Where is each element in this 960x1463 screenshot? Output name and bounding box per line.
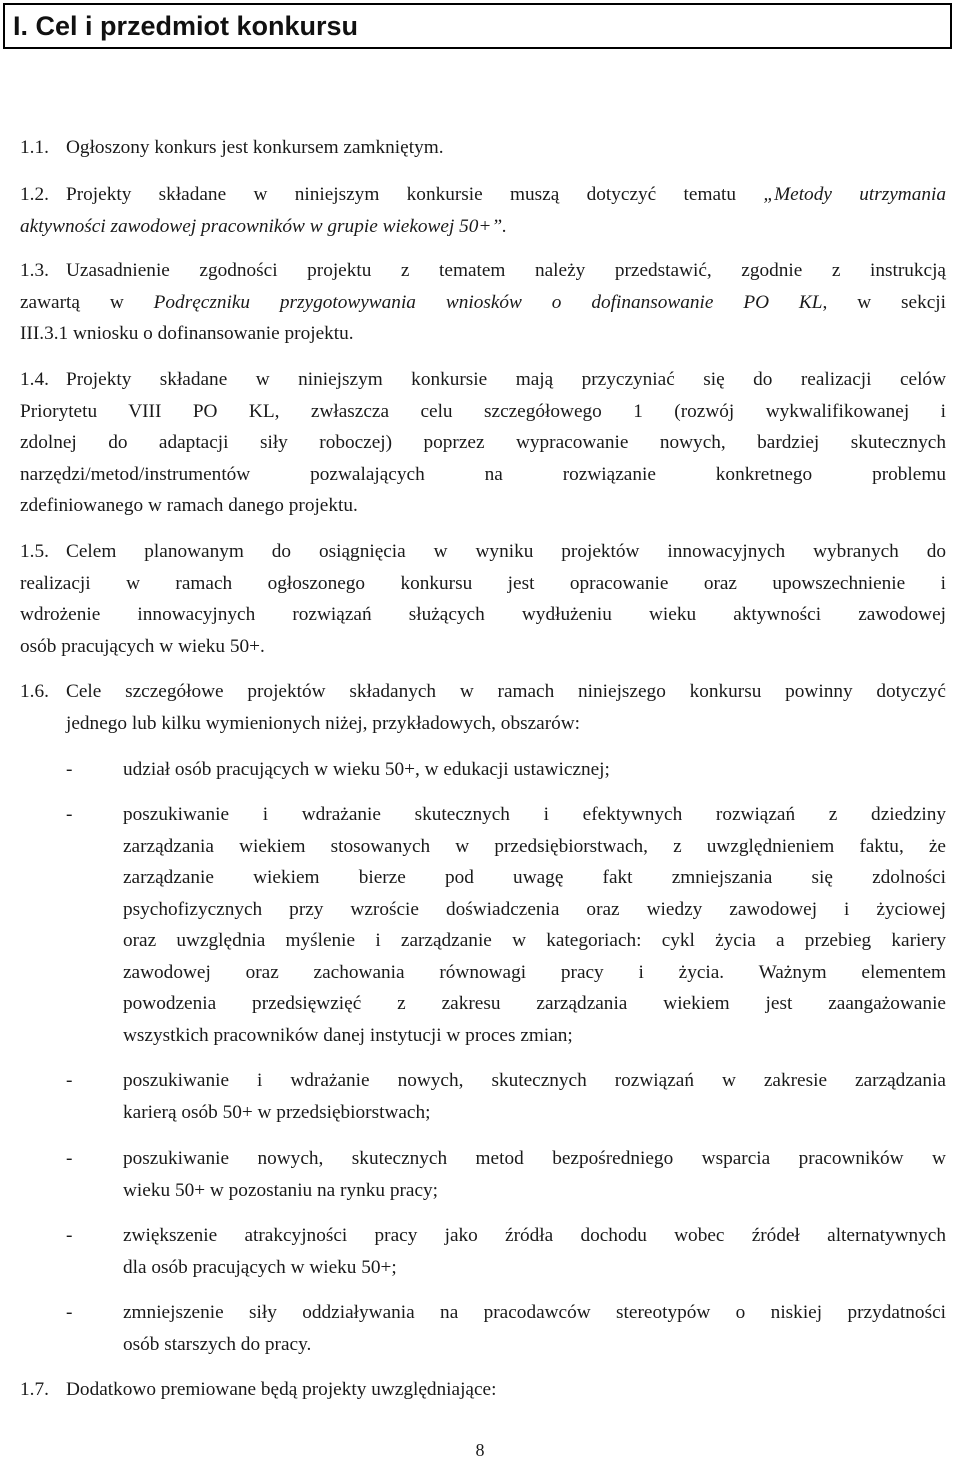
list-line: powodzenia przedsięwzięć z zakresu zarządzania wiekiem jest zaangażowanie (123, 993, 946, 1014)
paragraph-number: 1.5. (20, 541, 49, 562)
paragraph-text: , w sekcji (822, 291, 947, 313)
paragraph-1-1 (20, 132, 946, 164)
list-line: dla osób pracujących w wieku 50+; (123, 1256, 397, 1278)
list-item-text (123, 1065, 946, 1128)
paragraph-line (20, 287, 946, 319)
paragraph-line: realizacji w ramach ogłoszonego konkursu jest opracowanie oraz upowszechnienie i (20, 572, 946, 594)
list-item (66, 1220, 946, 1283)
paragraph-number: 1.4. (20, 369, 49, 390)
paragraph-number: 1.6. (20, 681, 49, 702)
list-item-text (123, 799, 946, 1051)
page-number: 8 (475, 1440, 485, 1460)
paragraph-text: Uzasadnienie zgodności projektu z tematem należy przedstawić, zgodnie z instrukcją (66, 260, 946, 281)
paragraph-line: osób pracujących w wieku 50+. (20, 635, 265, 657)
list-item (66, 1143, 946, 1206)
list-line: zarządzania wiekiem stosowanych w przedsiębiorstwach, z uwzględnieniem faktu, że (123, 835, 946, 857)
list-line: zawodowej oraz zachowania równowagi pracy i życia. Ważnym elementem (123, 961, 946, 983)
paragraph-text: Projekty składane w niniejszym konkursie muszą dotyczyć tematu (66, 184, 764, 205)
paragraph-line (20, 676, 946, 708)
list-line: oraz uwzględnia myślenie i zarządzanie w kategoriach: cykl życia a przebieg kariery (123, 930, 946, 951)
paragraph-1-3 (20, 255, 946, 350)
paragraph-line: zdefiniowanego w ramach danego projektu. (20, 495, 358, 516)
paragraph-line (20, 364, 946, 396)
list-item (66, 799, 946, 1051)
paragraph-number: 1.3. (20, 260, 49, 281)
paragraph-1-2 (20, 179, 946, 242)
dash-bullet: - (66, 759, 73, 780)
dash-bullet: - (66, 1302, 73, 1323)
paragraph-text: Celem planowanym do osiągnięcia w wyniku projektów innowacyjnych wybranych do (66, 541, 946, 562)
dash-bullet: - (66, 804, 73, 825)
paragraph-line: narzędzi/metod/instrumentów pozwalających na rozwiązanie konkretnego problemu (20, 463, 946, 485)
list-line: udział osób pracujących w wieku 50+, w edukacji ustawicznej; (123, 759, 610, 780)
paragraph-text: Cele szczegółowe projektów składanych w ramach niniejszego konkursu powinny dotyczyć (66, 681, 946, 702)
list-line: poszukiwanie i wdrażanie skutecznych i efektywnych rozwiązań z dziedziny (123, 804, 946, 825)
list-line: zarządzanie wiekiem bierze pod uwagę fakt zmniejszania się zdolności (123, 867, 946, 888)
list-item-text (123, 1297, 946, 1360)
list-item (66, 754, 946, 786)
paragraph-line: wdrożenie innowacyjnych rozwiązań służących wydłużeniu wieku aktywności zawodowej (20, 604, 946, 625)
list-item-text (123, 1143, 946, 1206)
paragraph-line (20, 255, 946, 287)
paragraph-1-6 (20, 676, 946, 739)
list-item-text (123, 1220, 946, 1283)
paragraph-number: 1.7. (20, 1379, 49, 1400)
paragraph-line (20, 708, 946, 740)
list-item (66, 1065, 946, 1128)
paragraph-line: Priorytetu VIII PO KL, zwłaszcza celu szczegółowego 1 (rozwój wykwalifikowanej i (20, 400, 946, 422)
dash-bullet: - (66, 1225, 73, 1246)
paragraph-number: 1.1. (20, 137, 49, 158)
list-line: wieku 50+ w pozostaniu na rynku pracy; (123, 1179, 439, 1201)
paragraph-text: Ogłoszony konkurs jest konkursem zamkniętym. (66, 137, 444, 158)
topic-title-italic: aktywności zawodowej pracowników w grupie wiekowej 50+”. (20, 215, 507, 237)
section-heading: I. Cel i przedmiot konkursu (3, 3, 952, 49)
list-line: osób starszych do pracy. (123, 1333, 312, 1355)
list-line: zwiększenie atrakcyjności pracy jako źródła dochodu wobec źródeł alternatywnych (123, 1225, 946, 1246)
list-item (66, 1297, 946, 1360)
list-item-text (123, 754, 946, 786)
dash-bullet: - (66, 1070, 73, 1091)
paragraph-1-7 (20, 1374, 946, 1406)
topic-title-italic: „Metody utrzymania (763, 184, 946, 205)
paragraph-1-4 (20, 364, 946, 522)
paragraph-line (20, 179, 946, 211)
list-line: wszystkich pracowników danej instytucji w proces zmian; (123, 1024, 573, 1046)
paragraph-line: III.3.1 wniosku o dofinansowanie projektu. (20, 323, 354, 344)
handbook-title-italic: Podręczniku przygotowywania wniosków o dofinansowanie PO KL (153, 291, 823, 313)
paragraph-text: Projekty składane w niniejszym konkursie mają przyczyniać się do realizacji celów (66, 369, 946, 390)
paragraph-line (20, 536, 946, 568)
dash-bullet: - (66, 1148, 73, 1169)
list-line: poszukiwanie nowych, skutecznych metod bezpośredniego wsparcia pracowników w (123, 1148, 946, 1169)
paragraph-line: zdolnej do adaptacji siły roboczej) poprzez wypracowanie nowych, bardziej skutecznych (20, 432, 946, 453)
list-line: psychofizycznych przy wzroście doświadczenia oraz wiedzy zawodowej i życiowej (123, 898, 946, 920)
paragraph-text: zawartą w (20, 291, 154, 313)
paragraph-text: Dodatkowo premiowane będą projekty uwzględniające: (66, 1379, 497, 1400)
paragraph-number: 1.2. (20, 184, 49, 205)
list-line: karierą osób 50+ w przedsiębiorstwach; (123, 1101, 431, 1123)
list-line: zmniejszenie siły oddziaływania na pracodawców stereotypów o niskiej przydatności (123, 1302, 946, 1323)
paragraph-line (20, 211, 946, 243)
paragraph-1-5 (20, 536, 946, 662)
paragraph-text: jednego lub kilku wymienionych niżej, przykładowych, obszarów: (66, 712, 581, 734)
list-line: poszukiwanie i wdrażanie nowych, skutecznych rozwiązań w zakresie zarządzania (123, 1070, 946, 1091)
